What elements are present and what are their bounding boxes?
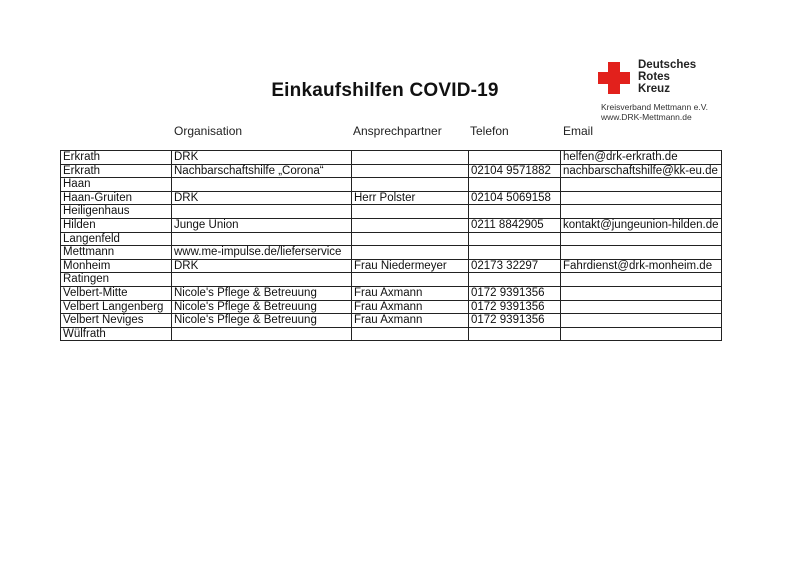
- cell-organisation: [172, 232, 352, 246]
- drk-logo: [598, 56, 738, 126]
- cell-ansprechpartner: [352, 232, 469, 246]
- table-row: [61, 178, 722, 192]
- logo-line-3: Kreuz: [638, 83, 670, 95]
- cell-ansprechpartner: [352, 218, 469, 232]
- cell-email: [561, 286, 722, 300]
- cell-organisation: Nicole's Pflege & Betreuung: [172, 300, 352, 314]
- cell-email: [561, 205, 722, 219]
- cell-ort: Heiligenhaus: [61, 205, 172, 219]
- table-row: [61, 314, 722, 328]
- cell-ort: Haan: [61, 178, 172, 192]
- cell-telefon: [469, 273, 561, 287]
- cell-email: [561, 327, 722, 341]
- cell-telefon: 0172 9391356: [469, 286, 561, 300]
- cell-ansprechpartner: [352, 178, 469, 192]
- cell-telefon: 02104 9571882: [469, 164, 561, 178]
- cell-ansprechpartner: Herr Polster: [352, 191, 469, 205]
- cell-email: helfen@drk-erkrath.de: [561, 151, 722, 165]
- cell-ansprechpartner: [352, 205, 469, 219]
- cell-email: Fahrdienst@drk-monheim.de: [561, 259, 722, 273]
- header-email: Email: [563, 124, 594, 138]
- header-ansprechpartner: Ansprechpartner: [353, 124, 442, 138]
- header-telefon: Telefon: [470, 124, 509, 138]
- cell-ort: Wülfrath: [61, 327, 172, 341]
- contact-table: [60, 150, 722, 341]
- cell-ort: Erkrath: [61, 164, 172, 178]
- logo-line-2: Rotes: [638, 71, 670, 83]
- cell-ansprechpartner: Frau Axmann: [352, 314, 469, 328]
- cell-email: [561, 191, 722, 205]
- table-row: [61, 273, 722, 287]
- table-row: [61, 205, 722, 219]
- table-row: [61, 218, 722, 232]
- table-row: [61, 164, 722, 178]
- cell-telefon: [469, 232, 561, 246]
- cell-organisation: [172, 205, 352, 219]
- logo-line-1: Deutsches: [638, 59, 697, 71]
- cell-ort: Hilden: [61, 218, 172, 232]
- cell-telefon: [469, 246, 561, 260]
- cell-ansprechpartner: Frau Niedermeyer: [352, 259, 469, 273]
- cell-organisation: [172, 273, 352, 287]
- cell-ort: Erkrath: [61, 151, 172, 165]
- table-row: [61, 246, 722, 260]
- cell-telefon: [469, 205, 561, 219]
- cell-ort: Langenfeld: [61, 232, 172, 246]
- logo-subtitle: [601, 102, 708, 122]
- cell-organisation: DRK: [172, 191, 352, 205]
- page-title: Einkaufshilfen COVID-19: [271, 80, 499, 101]
- table-row: [61, 286, 722, 300]
- cell-ansprechpartner: Frau Axmann: [352, 286, 469, 300]
- cell-organisation: DRK: [172, 151, 352, 165]
- logo-text: [638, 59, 696, 95]
- table-row: [61, 300, 722, 314]
- cell-email: [561, 273, 722, 287]
- cell-organisation: www.me-impulse.de/lieferservice: [172, 246, 352, 260]
- cell-ansprechpartner: [352, 327, 469, 341]
- cell-email: kontakt@jungeunion-hilden.de: [561, 218, 722, 232]
- cell-ort: Monheim: [61, 259, 172, 273]
- table-row: [61, 232, 722, 246]
- logo-sub-url: www.DRK-Mettmann.de: [601, 112, 692, 122]
- cell-organisation: [172, 178, 352, 192]
- cell-ort: Velbert-Mitte: [61, 286, 172, 300]
- table-row: [61, 259, 722, 273]
- cell-organisation: [172, 327, 352, 341]
- cell-organisation: Nicole's Pflege & Betreuung: [172, 286, 352, 300]
- cell-ansprechpartner: [352, 164, 469, 178]
- cell-email: [561, 178, 722, 192]
- cell-email: [561, 232, 722, 246]
- table-row: [61, 191, 722, 205]
- table-row: [61, 151, 722, 165]
- cell-telefon: [469, 178, 561, 192]
- cell-ort: Haan-Gruiten: [61, 191, 172, 205]
- cell-email: [561, 246, 722, 260]
- cell-ort: Ratingen: [61, 273, 172, 287]
- cell-ansprechpartner: [352, 151, 469, 165]
- cell-organisation: Nachbarschaftshilfe „Corona“: [172, 164, 352, 178]
- cell-telefon: 0172 9391356: [469, 314, 561, 328]
- cell-ansprechpartner: [352, 246, 469, 260]
- cell-email: [561, 300, 722, 314]
- cell-ort: Velbert Neviges: [61, 314, 172, 328]
- cell-email: [561, 314, 722, 328]
- cell-ort: Mettmann: [61, 246, 172, 260]
- logo-sub-org: Kreisverband Mettmann e.V.: [601, 102, 708, 112]
- cell-telefon: [469, 151, 561, 165]
- red-cross-icon: [598, 62, 630, 94]
- cell-organisation: DRK: [172, 259, 352, 273]
- cell-ansprechpartner: [352, 273, 469, 287]
- cell-email: nachbarschaftshilfe@kk-eu.de: [561, 164, 722, 178]
- cell-telefon: 0172 9391356: [469, 300, 561, 314]
- cell-telefon: 02173 32297: [469, 259, 561, 273]
- table-row: [61, 327, 722, 341]
- cell-telefon: [469, 327, 561, 341]
- cell-organisation: Nicole's Pflege & Betreuung: [172, 314, 352, 328]
- cell-telefon: 02104 5069158: [469, 191, 561, 205]
- cell-ansprechpartner: Frau Axmann: [352, 300, 469, 314]
- header-organisation: Organisation: [174, 124, 243, 138]
- cell-organisation: Junge Union: [172, 218, 352, 232]
- cell-telefon: 0211 8842905: [469, 218, 561, 232]
- cell-ort: Velbert Langenberg: [61, 300, 172, 314]
